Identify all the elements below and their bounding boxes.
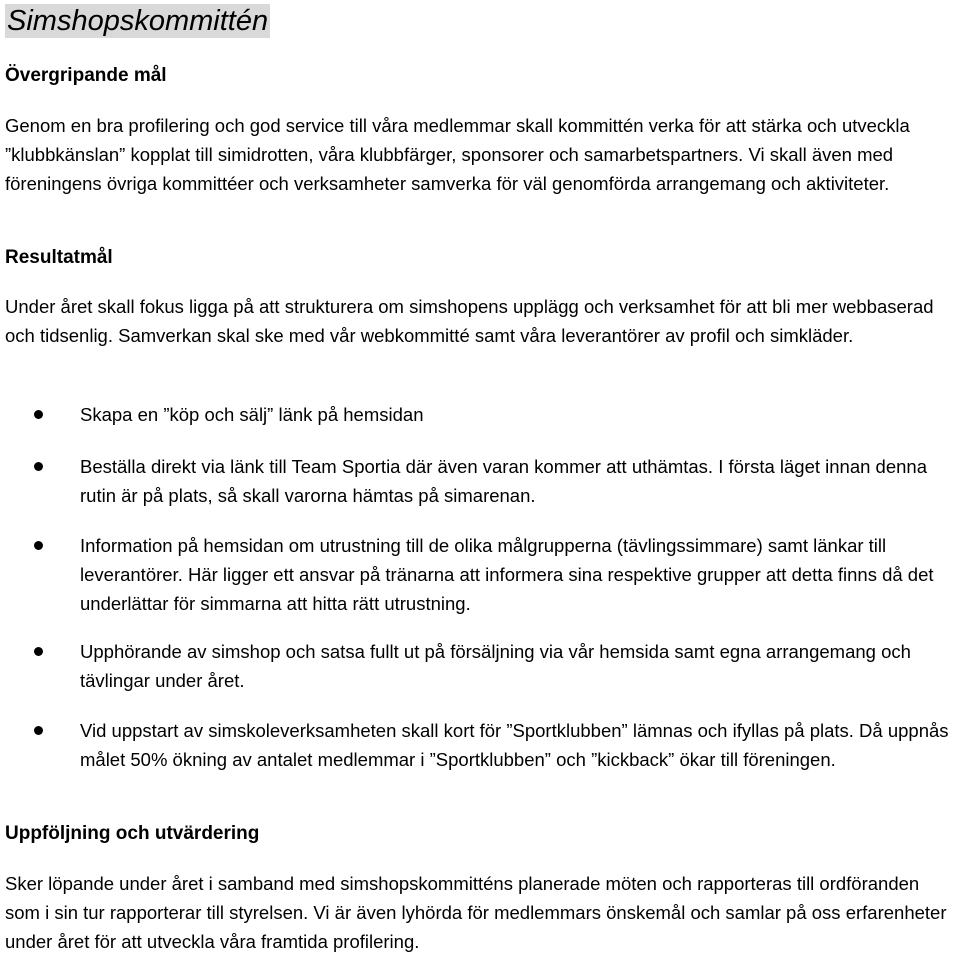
paragraph-uppfoljning: Sker löpande under året i samband med simshopskommitténs planerade möten och rapporteras till ordföranden som i sin tur rapporterar till styrelsen. Vi är även lyhörda för medlemmars önskemål och samlar på oss erfarenheter under året för att utveckla våra framtida profilering. — [5, 873, 947, 952]
paragraph-resultatmal: Under året skall fokus ligga på att strukturera om simshopens upplägg och verksamhet för att bli mer webbaserad och tidsenlig. Samverkan skal ske med vår webkommitté samt våra leverantörer av profil och simkläder. — [5, 296, 934, 346]
bullet-dot-icon — [34, 726, 43, 735]
bullet-text: Information på hemsidan om utrustning till de olika målgrupperna (tävlingssimmare) samt länkar till leverantörer. Här ligger ett ansvar på tränarna att informera sina respektive grupper att detta finns då det underlättar för simmarna att hitta rätt utrustning. — [80, 535, 934, 614]
bullet-text: Vid uppstart av simskoleverksamheten skall kort för ”Sportklubben” lämnas och ifyllas på plats. Då uppnås målet 50% ökning av antalet medlemmar i ”Sportklubben” och ”kickback” ökar till föreningen. — [80, 720, 949, 770]
bullet-dot-icon — [34, 647, 43, 656]
bullet-text: Upphörande av simshop och satsa fullt ut på försäljning via vår hemsida samt egna arrangemang och tävlingar under året. — [80, 641, 911, 691]
bullet-dot-icon — [34, 541, 43, 550]
heading-resultatmal: Resultatmål — [5, 247, 113, 268]
bullet-dot-icon — [34, 462, 43, 471]
heading-uppfoljning: Uppföljning och utvärdering — [5, 823, 260, 844]
bullet-dot-icon — [34, 410, 43, 419]
bullet-text: Skapa en ”köp och sälj” länk på hemsidan — [80, 404, 424, 425]
document-title: Simshopskommittén — [7, 5, 269, 37]
bullet-text: Beställa direkt via länk till Team Sportia där även varan kommer att uthämtas. I första läget innan denna rutin är på plats, så skall varorna hämtas på simarenan. — [80, 456, 927, 506]
heading-overgripande-mal: Övergripande mål — [5, 65, 167, 86]
paragraph-overgripande-mal: Genom en bra profilering och god service till våra medlemmar skall kommittén verka för att stärka och utveckla ”klubbkänslan” kopplat till simidrotten, våra klubbfärger, sponsorer och samarbetspartners. Vi skall även med föreningens övriga kommittéer och verksamheter samverka för väl genomförda arrangemang och aktiviteter. — [5, 115, 910, 194]
